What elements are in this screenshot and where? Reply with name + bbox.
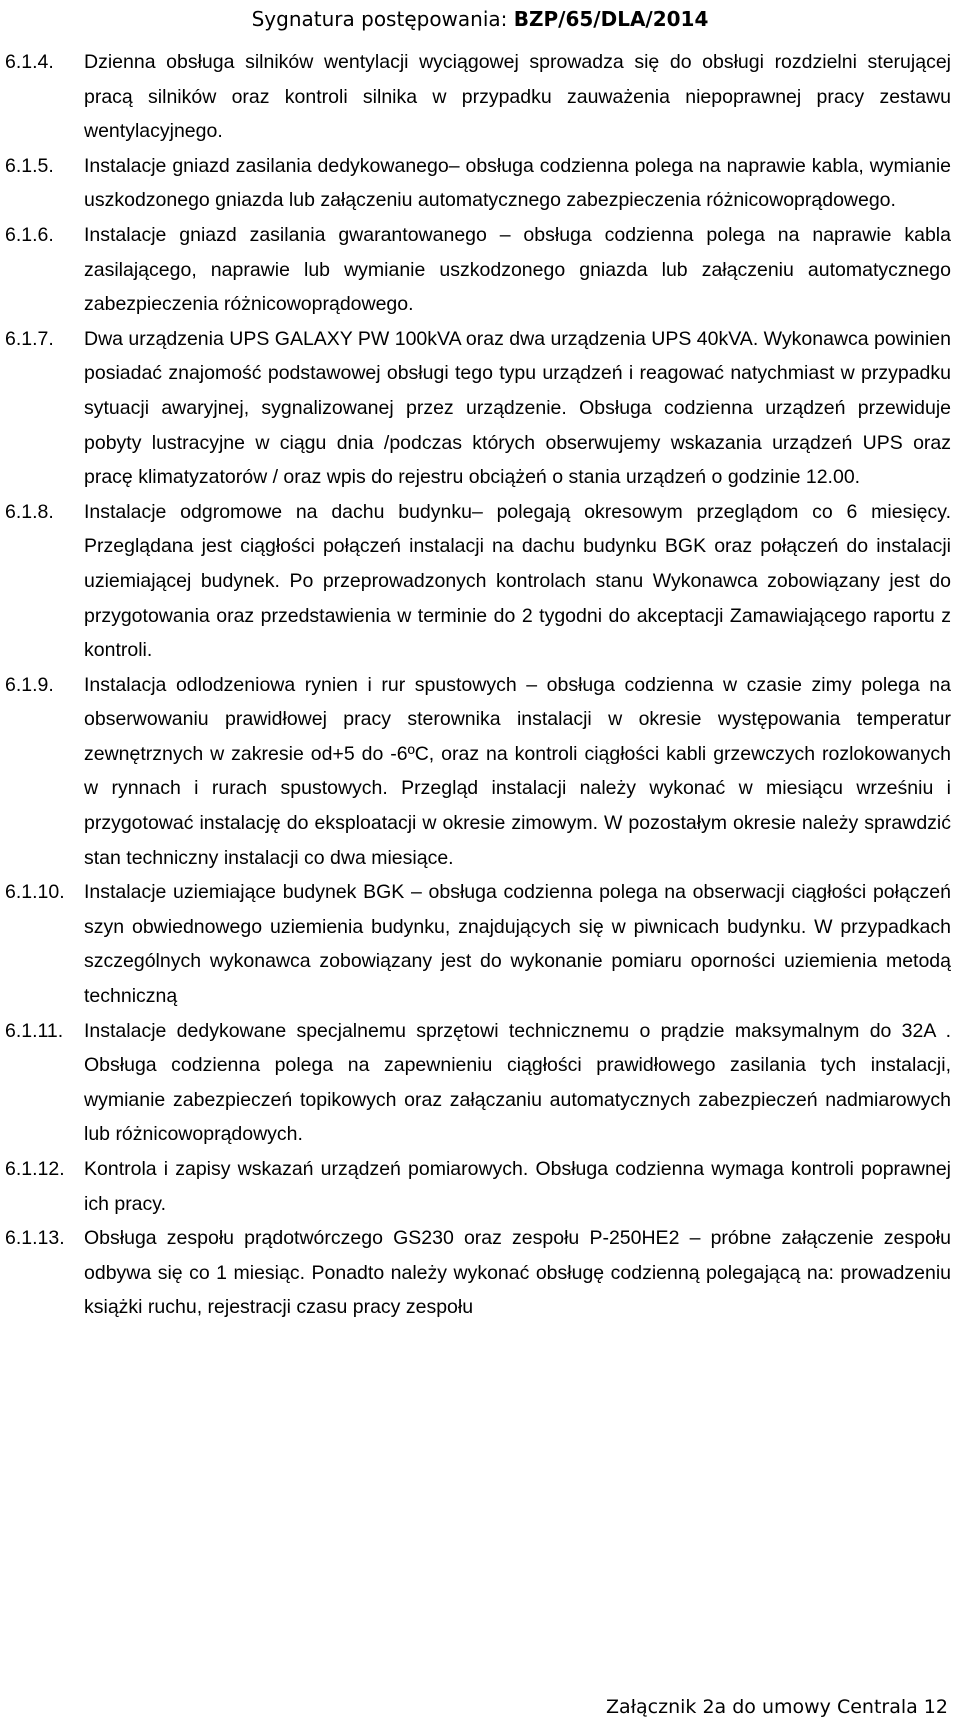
section-number: 6.1.13. — [5, 1227, 65, 1250]
section-item — [5, 149, 951, 218]
document-body — [5, 45, 951, 1325]
page-header — [0, 6, 960, 32]
section-number: 6.1.12. — [5, 1158, 65, 1180]
section-number: 6.1.7. — [5, 327, 54, 350]
section-text: Obsługa zespołu prądotwórczego GS230 oraz zespołu P-250HE2 – próbne załączenie zespołu odbywa się co 1 miesiąc. Ponadto należy wykonać obsługę codzienną polegającą na: prowadzeniu książki ruchu, rejestracji czasu pracy zespołu — [84, 1227, 951, 1319]
section-number: 6.1.11. — [5, 1019, 64, 1042]
section-item — [5, 495, 951, 668]
section-text: Instalacje odgromowe na dachu budynku– polegają okresowym przeglądom co 6 miesięcy. Przeglądana jest ciągłości połączeń instalacji na dachu budynku BGK oraz połączeń do instalacji uziemiającej budynek. Po przeprowadzonych kontrolach stanu Wykonawca zobowiązany jest do przygotowania oraz przedstawienia w terminie do 2 tygodni do akceptacji Zamawiającego raportu z kontroli. — [84, 500, 951, 662]
section-text: Dwa urządzenia UPS GALAXY PW 100kVA oraz dwa urządzenia UPS 40kVA. Wykonawca powinien posiadać znajomość podstawowej obsługi tego typu urządzeń i reagować natychmiast w przypadku sytuacji awaryjnej, sygnalizowanej przez urządzenie. Obsługa codzienna urządzeń przewiduje pobyty lustracyjne w ciągu dnia /podczas których obserwujemy wskazania urządzeń UPS oraz pracę klimatyzatorów / oraz wpis do rejestru obciążeń o stania urządzeń o godzinie 12.00. — [84, 327, 951, 489]
section-item — [5, 1221, 951, 1325]
section-item — [5, 45, 951, 149]
section-item — [5, 218, 951, 322]
header-code: BZP/65/DLA/2014 — [513, 7, 709, 31]
section-text: Instalacje gniazd zasilania dedykowanego– obsługa codzienna polega na naprawie kabla, wymianie uszkodzonego gniazda lub załączeniu automatycznego zabezpieczenia różnicowoprądowego. — [84, 154, 951, 212]
section-text: Instalacja odlodzeniowa rynien i rur spustowych – obsługa codzienna w czasie zimy polega na obserwowaniu prawidłowej pracy sterownika instalacji w okresie występowania temperatur zewnętrznych w zakresie od+5 do -6ºC, oraz na kontroli ciągłości kabli grzewczych rozlokowanych w rynnach i rurach spustowych. Przegląd instalacji należy wykonać w miesiącu wrześniu i przygotować instalację do eksploatacji w okresie zimowym. W pozostałym okresie należy sprawdzić stan techniczny instalacji co dwa miesiące. — [84, 673, 951, 869]
section-number: 6.1.5. — [5, 154, 54, 177]
section-item — [5, 875, 951, 1013]
page-footer: Załącznik 2a do umowy Centrala 12 — [605, 1696, 948, 1718]
section-text: Dzienna obsługa silników wentylacji wyciągowej sprowadza się do obsługi rozdzielni sterującej pracą silników oraz kontroli silnika w przypadku zauważenia niepoprawnej pracy zestawu wentylacyjnego. — [84, 51, 951, 143]
section-item — [5, 1014, 951, 1152]
section-number: 6.1.8. — [5, 500, 54, 523]
section-number: 6.1.6. — [5, 223, 54, 246]
section-number: 6.1.4. — [5, 51, 54, 73]
section-number: 6.1.10. — [5, 881, 65, 904]
header-label: Sygnatura postępowania: — [251, 7, 508, 31]
section-item — [5, 322, 951, 495]
section-text: Instalacje dedykowane specjalnemu sprzętowi technicznemu o prądzie maksymalnym do 32A . Obsługa codzienna polega na zapewnieniu ciągłości prawidłowego zasilania tych instalacji, wymianie zabezpieczeń topikowych oraz załączaniu automatycznych zabezpieczeń nadmiarowych lub różnicowoprądowych. — [84, 1019, 951, 1146]
section-number: 6.1.9. — [5, 673, 54, 696]
section-text: Instalacje uziemiające budynek BGK – obsługa codzienna polega na obserwacji ciągłości połączeń szyn obwiednowego uziemienia budynku, znajdujących się w piwnicach budynku. W przypadkach szczególnych wykonawca zobowiązany jest do wykonanie pomiaru oporności uziemienia metodą techniczną — [84, 881, 951, 1008]
section-item — [5, 668, 951, 876]
section-text: Kontrola i zapisy wskazań urządzeń pomiarowych. Obsługa codzienna wymaga kontroli poprawnej ich pracy. — [84, 1158, 951, 1215]
section-text: Instalacje gniazd zasilania gwarantowanego – obsługa codzienna polega na naprawie kabla zasilającego, naprawie lub wymianie uszkodzonego gniazda lub załączeniu automatycznego zabezpieczenia różnicowoprądowego. — [84, 223, 951, 316]
section-item — [5, 1152, 951, 1221]
